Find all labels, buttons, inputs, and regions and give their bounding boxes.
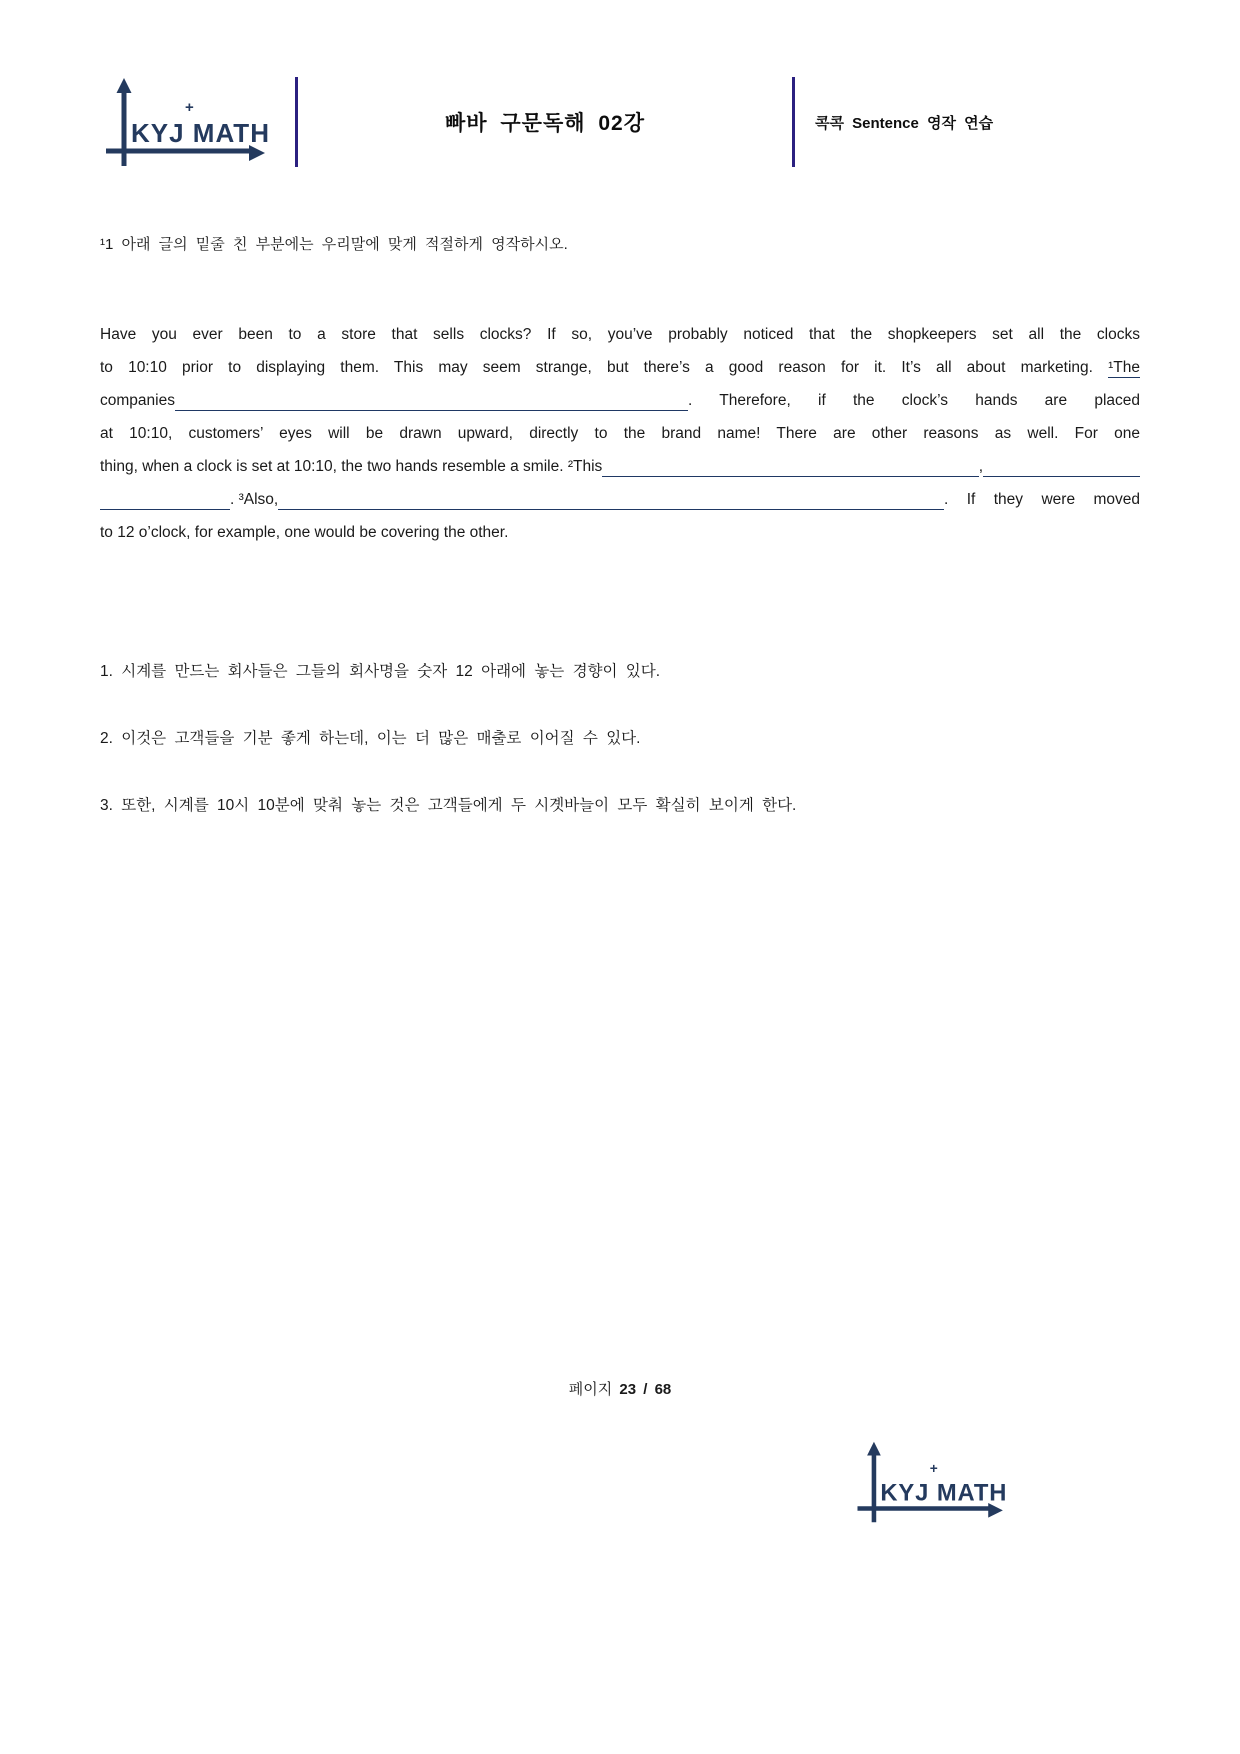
passage-line-6 xyxy=(100,483,1140,516)
kyj-math-logo-footer-icon xyxy=(852,1428,1012,1536)
page-number-label: 페이지 xyxy=(568,1381,613,1398)
passage-line-4: at 10:10, customers’ eyes will be drawn upward, directly to the brand name! There are other reasons as well. For one xyxy=(100,425,1140,442)
question-prompt: ¹1 아래 글의 밑줄 친 부분에는 우리말에 맞게 적절하게 영작하시오. xyxy=(100,236,568,253)
passage-line-7: to 12 o’clock, for example, one would be covering the other. xyxy=(100,524,509,541)
logo-plus-accent-footer: + xyxy=(929,1460,939,1476)
korean-sentence-3: 3. 또한, 시계를 10시 10분에 맞춰 놓는 것은 고객들에게 두 시곗바늘이 모두 확실히 보이게 한다. xyxy=(100,797,797,814)
page-subtitle: 콕콕 Sentence 영작 연습 xyxy=(815,114,994,132)
underlined-word-the: ¹The xyxy=(1108,359,1140,376)
answer-blank-2a xyxy=(602,476,979,477)
page-title: 빠바 구문독해 02강 xyxy=(444,112,646,135)
korean-sentence-1: 1. 시계를 만드는 회사들은 그들의 회사명을 숫자 12 아래에 놓는 경향이 있다. xyxy=(100,663,661,680)
passage-line-5 xyxy=(100,450,1140,483)
answer-blank-3 xyxy=(278,509,944,510)
logo-plus-accent: + xyxy=(185,99,195,116)
passage xyxy=(100,318,1140,549)
answer-blank-1 xyxy=(175,410,688,411)
answer-blank-2b xyxy=(983,476,1140,477)
page-number-value: 23 / 68 xyxy=(619,1381,672,1398)
page-header xyxy=(100,72,1140,172)
korean-sentences xyxy=(100,655,1140,856)
passage-line-2-text: to 10:10 prior to displaying them. This may seem strange, but there’s a good reason for it. It’s all about marketing. xyxy=(100,359,1109,376)
passage-line-5-comma: , xyxy=(978,458,984,475)
passage-line-5-lead: thing, when a clock is set at 10:10, the two hands resemble a smile. ²This xyxy=(100,458,603,475)
passage-line-6-mid: . ³Also, xyxy=(230,491,279,508)
page-number xyxy=(0,1378,1240,1399)
passage-line-6-tail: . If they were moved xyxy=(944,491,1140,508)
passage-line-3-tail: . Therefore, if the clock’s hands are placed xyxy=(688,392,1140,409)
kyj-math-logo-footer xyxy=(852,1428,1012,1536)
kyj-math-logo xyxy=(100,74,275,170)
passage-line-3 xyxy=(100,384,1140,417)
korean-sentence-2: 2. 이것은 고객들을 기분 좋게 하는데, 이는 더 많은 매출로 이어질 수 있다. xyxy=(100,730,641,747)
answer-blank-2c xyxy=(100,509,230,510)
passage-line-1: Have you ever been to a store that sells clocks? If so, you’ve probably noticed that the shopkeepers set all the clocks xyxy=(100,326,1140,343)
passage-line-2 xyxy=(100,351,1140,384)
logo-text: KYJ MATH xyxy=(131,118,270,148)
kyj-math-logo-icon xyxy=(100,74,275,170)
passage-line-3-lead: companies xyxy=(100,392,175,409)
logo-text-footer: KYJ MATH xyxy=(880,1479,1008,1507)
